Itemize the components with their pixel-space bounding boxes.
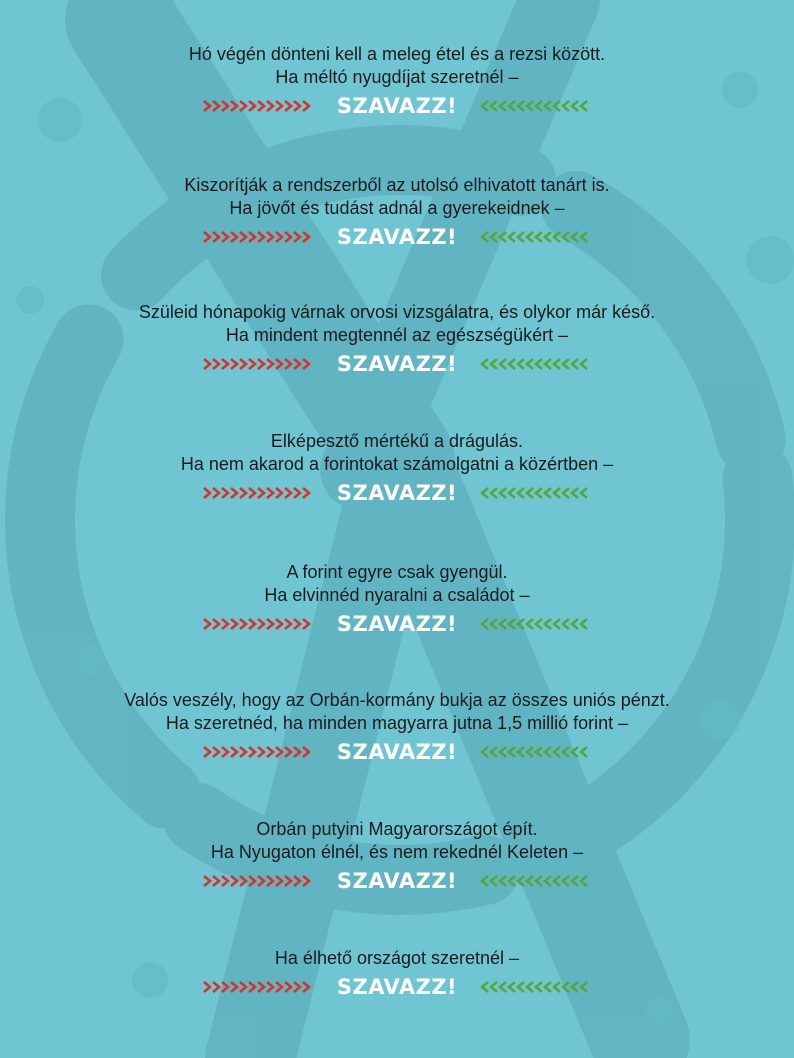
chevron (518, 876, 524, 886)
chevron (545, 619, 551, 629)
chevron (303, 488, 309, 498)
chevron (581, 488, 587, 498)
chevron (581, 101, 587, 111)
chevron (482, 101, 488, 111)
chevron (294, 232, 300, 242)
message-block-8 (0, 947, 794, 1002)
call-line: Ha jövőt és tudást adnál a gyerekeidnek – (229, 198, 565, 218)
chevron (204, 747, 210, 757)
chevron (204, 619, 210, 629)
chevron (285, 101, 291, 111)
chevron (563, 232, 569, 242)
chevron (509, 619, 515, 629)
chevron (581, 982, 587, 992)
chevron (545, 876, 551, 886)
chevron (240, 619, 246, 629)
chevron (536, 876, 542, 886)
chevron (303, 619, 309, 629)
chevron (527, 232, 533, 242)
green-chevrons-icon (480, 874, 592, 888)
chevron (518, 232, 524, 242)
chevron (267, 747, 273, 757)
chevron (563, 982, 569, 992)
red-chevrons-icon (202, 874, 314, 888)
chevron (536, 619, 542, 629)
chevron (554, 747, 560, 757)
chevron (509, 101, 515, 111)
message-block-2 (0, 174, 794, 252)
chevron (536, 232, 542, 242)
chevron (518, 101, 524, 111)
chevron (509, 982, 515, 992)
chevron (213, 876, 219, 886)
chevron (491, 747, 497, 757)
chevron (240, 232, 246, 242)
chevron (231, 619, 237, 629)
chevron (518, 488, 524, 498)
chevron (204, 982, 210, 992)
chevron (267, 876, 273, 886)
green-chevrons-icon (480, 357, 592, 371)
chevron (500, 876, 506, 886)
chevron (500, 359, 506, 369)
vote-call: SZAVAZZ! (336, 869, 458, 893)
chevron (240, 488, 246, 498)
chevron (554, 982, 560, 992)
chevron (249, 101, 255, 111)
chevron (527, 747, 533, 757)
red-chevrons-icon (202, 357, 314, 371)
chevron (249, 876, 255, 886)
chevron (303, 982, 309, 992)
chevron (482, 982, 488, 992)
chevron (249, 747, 255, 757)
chevron (231, 876, 237, 886)
chevron (240, 359, 246, 369)
chevron (249, 982, 255, 992)
chevron (213, 619, 219, 629)
vote-call: SZAVAZZ! (336, 352, 458, 376)
chevron (231, 982, 237, 992)
chevron (249, 359, 255, 369)
chevron (491, 619, 497, 629)
chevron (213, 359, 219, 369)
chevron (231, 747, 237, 757)
chevron (285, 747, 291, 757)
chevron (258, 101, 264, 111)
chevron (554, 488, 560, 498)
red-chevrons-icon (202, 745, 314, 759)
chevron (294, 488, 300, 498)
red-chevrons-icon (202, 617, 314, 631)
chevron (491, 359, 497, 369)
chevron (527, 982, 533, 992)
chevron (249, 232, 255, 242)
green-chevrons-icon (480, 486, 592, 500)
chevron (222, 619, 228, 629)
chevron (231, 488, 237, 498)
vote-call: SZAVAZZ! (336, 975, 458, 999)
vote-row (0, 609, 794, 639)
chevron (509, 488, 515, 498)
chevron (258, 747, 264, 757)
chevron (572, 488, 578, 498)
chevron (581, 359, 587, 369)
chevron (545, 488, 551, 498)
green-chevrons-icon (480, 745, 592, 759)
vote-call: SZAVAZZ! (336, 94, 458, 118)
chevron (258, 232, 264, 242)
vote-call: SZAVAZZ! (336, 740, 458, 764)
chevron (554, 101, 560, 111)
chevron (563, 876, 569, 886)
chevron (276, 982, 282, 992)
chevron (231, 359, 237, 369)
chevron (518, 982, 524, 992)
chevron (294, 747, 300, 757)
chevron (285, 232, 291, 242)
chevron (213, 747, 219, 757)
chevron (509, 747, 515, 757)
chevron (518, 747, 524, 757)
chevron (482, 619, 488, 629)
chevron (563, 619, 569, 629)
chevron (204, 488, 210, 498)
chevron (572, 619, 578, 629)
message-block-4 (0, 430, 794, 508)
chevron (545, 232, 551, 242)
red-chevrons-icon (202, 980, 314, 994)
message-line: Orbán putyini Magyarországot épít. (256, 819, 538, 839)
chevron (491, 876, 497, 886)
chevron (249, 619, 255, 629)
chevron (285, 982, 291, 992)
chevron (482, 359, 488, 369)
chevron (527, 359, 533, 369)
chevron (572, 359, 578, 369)
chevron (536, 101, 542, 111)
chevron (500, 619, 506, 629)
chevron (572, 101, 578, 111)
chevron (554, 359, 560, 369)
chevron (213, 982, 219, 992)
chevron (222, 232, 228, 242)
chevron (276, 359, 282, 369)
chevron (204, 876, 210, 886)
chevron (204, 359, 210, 369)
chevron (491, 101, 497, 111)
chevron (572, 232, 578, 242)
chevron (267, 359, 273, 369)
green-chevrons-icon (480, 980, 592, 994)
red-chevrons-icon (202, 230, 314, 244)
chevron (500, 232, 506, 242)
chevron (545, 359, 551, 369)
chevron (294, 101, 300, 111)
call-line: Ha elvinnéd nyaralni a családot – (264, 585, 530, 605)
chevron (285, 488, 291, 498)
call-line: Ha mindent megtennél az egészségükért – (225, 325, 569, 345)
vote-row (0, 737, 794, 767)
chevron (554, 619, 560, 629)
chevron (240, 982, 246, 992)
chevron (536, 488, 542, 498)
chevron (222, 101, 228, 111)
green-chevrons-icon (480, 230, 592, 244)
chevron (258, 982, 264, 992)
chevron (527, 101, 533, 111)
chevron (276, 619, 282, 629)
chevron (222, 488, 228, 498)
chevron (258, 359, 264, 369)
chevron (204, 232, 210, 242)
chevron (527, 488, 533, 498)
message-line: Kiszorítják a rendszerből az utolsó elhivatott tanárt is. (184, 175, 610, 195)
chevron (276, 488, 282, 498)
message-block-3 (0, 301, 794, 379)
chevron (572, 876, 578, 886)
chevron (303, 876, 309, 886)
chevron (581, 619, 587, 629)
chevron (258, 488, 264, 498)
chevron (222, 747, 228, 757)
message-block-1 (0, 43, 794, 121)
vote-row (0, 478, 794, 508)
message-line: Szüleid hónapokig várnak orvosi vizsgálatra, és olykor már késő. (138, 302, 656, 322)
message-line: A forint egyre csak gyengül. (286, 562, 508, 582)
chevron (267, 619, 273, 629)
chevron (285, 876, 291, 886)
chevron (267, 488, 273, 498)
chevron (491, 982, 497, 992)
chevron (482, 876, 488, 886)
call-line: Ha méltó nyugdíjat szeretnél – (275, 67, 519, 87)
chevron (303, 101, 309, 111)
chevron (258, 876, 264, 886)
chevron (509, 876, 515, 886)
vote-call: SZAVAZZ! (336, 225, 458, 249)
chevron (482, 488, 488, 498)
chevron (500, 747, 506, 757)
chevron (491, 488, 497, 498)
green-chevrons-icon (480, 99, 592, 113)
chevron (563, 101, 569, 111)
chevron (240, 101, 246, 111)
chevron (213, 101, 219, 111)
chevron (276, 876, 282, 886)
vote-call: SZAVAZZ! (336, 481, 458, 505)
chevron (267, 232, 273, 242)
chevron (563, 747, 569, 757)
vote-row (0, 222, 794, 252)
chevron (303, 747, 309, 757)
chevron (204, 101, 210, 111)
chevron (249, 488, 255, 498)
chevron (509, 232, 515, 242)
chevron (500, 488, 506, 498)
chevron (213, 488, 219, 498)
chevron (213, 232, 219, 242)
chevron (527, 876, 533, 886)
chevron (276, 101, 282, 111)
chevron (231, 232, 237, 242)
green-chevrons-icon (480, 617, 592, 631)
chevron (222, 982, 228, 992)
chevron (240, 876, 246, 886)
chevron (545, 747, 551, 757)
chevron (554, 876, 560, 886)
chevron (572, 982, 578, 992)
chevron (581, 747, 587, 757)
message-block-7 (0, 818, 794, 896)
chevron (285, 619, 291, 629)
chevron (491, 232, 497, 242)
chevron (527, 619, 533, 629)
chevron (231, 101, 237, 111)
message-block-6 (0, 689, 794, 767)
call-line: Ha szeretnéd, ha minden magyarra jutna 1,5 millió forint – (165, 713, 629, 733)
chevron (563, 488, 569, 498)
chevron (545, 101, 551, 111)
vote-row (0, 349, 794, 379)
vote-row (0, 91, 794, 121)
call-line: Ha élhető országot szeretnél – (274, 948, 520, 968)
message-block-5 (0, 561, 794, 639)
chevron (482, 232, 488, 242)
chevron (482, 747, 488, 757)
chevron (303, 359, 309, 369)
chevron (294, 982, 300, 992)
chevron (222, 359, 228, 369)
chevron (554, 232, 560, 242)
chevron (500, 101, 506, 111)
chevron (303, 232, 309, 242)
chevron (276, 747, 282, 757)
chevron (294, 876, 300, 886)
chevron (294, 359, 300, 369)
chevron (222, 876, 228, 886)
call-line: Ha nem akarod a forintokat számolgatni a közértben – (180, 454, 614, 474)
chevron (572, 747, 578, 757)
chevron (500, 982, 506, 992)
call-line: Ha Nyugaton élnél, és nem rekednél Keleten – (210, 842, 584, 862)
chevron (267, 982, 273, 992)
chevron (545, 982, 551, 992)
chevron (285, 359, 291, 369)
chevron (536, 982, 542, 992)
red-chevrons-icon (202, 99, 314, 113)
message-line: Valós veszély, hogy az Orbán-kormány bukja az összes uniós pénzt. (124, 690, 670, 710)
chevron (276, 232, 282, 242)
chevron (294, 619, 300, 629)
chevron (536, 359, 542, 369)
vote-row (0, 972, 794, 1002)
chevron (258, 619, 264, 629)
chevron (267, 101, 273, 111)
vote-call: SZAVAZZ! (336, 612, 458, 636)
chevron (563, 359, 569, 369)
vote-row (0, 866, 794, 896)
red-chevrons-icon (202, 486, 314, 500)
message-line: Elképesztő mértékű a drágulás. (270, 431, 524, 451)
chevron (518, 359, 524, 369)
chevron (581, 876, 587, 886)
chevron (518, 619, 524, 629)
chevron (581, 232, 587, 242)
message-line: Hó végén dönteni kell a meleg étel és a rezsi között. (188, 44, 606, 64)
chevron (536, 747, 542, 757)
chevron (509, 359, 515, 369)
chevron (240, 747, 246, 757)
